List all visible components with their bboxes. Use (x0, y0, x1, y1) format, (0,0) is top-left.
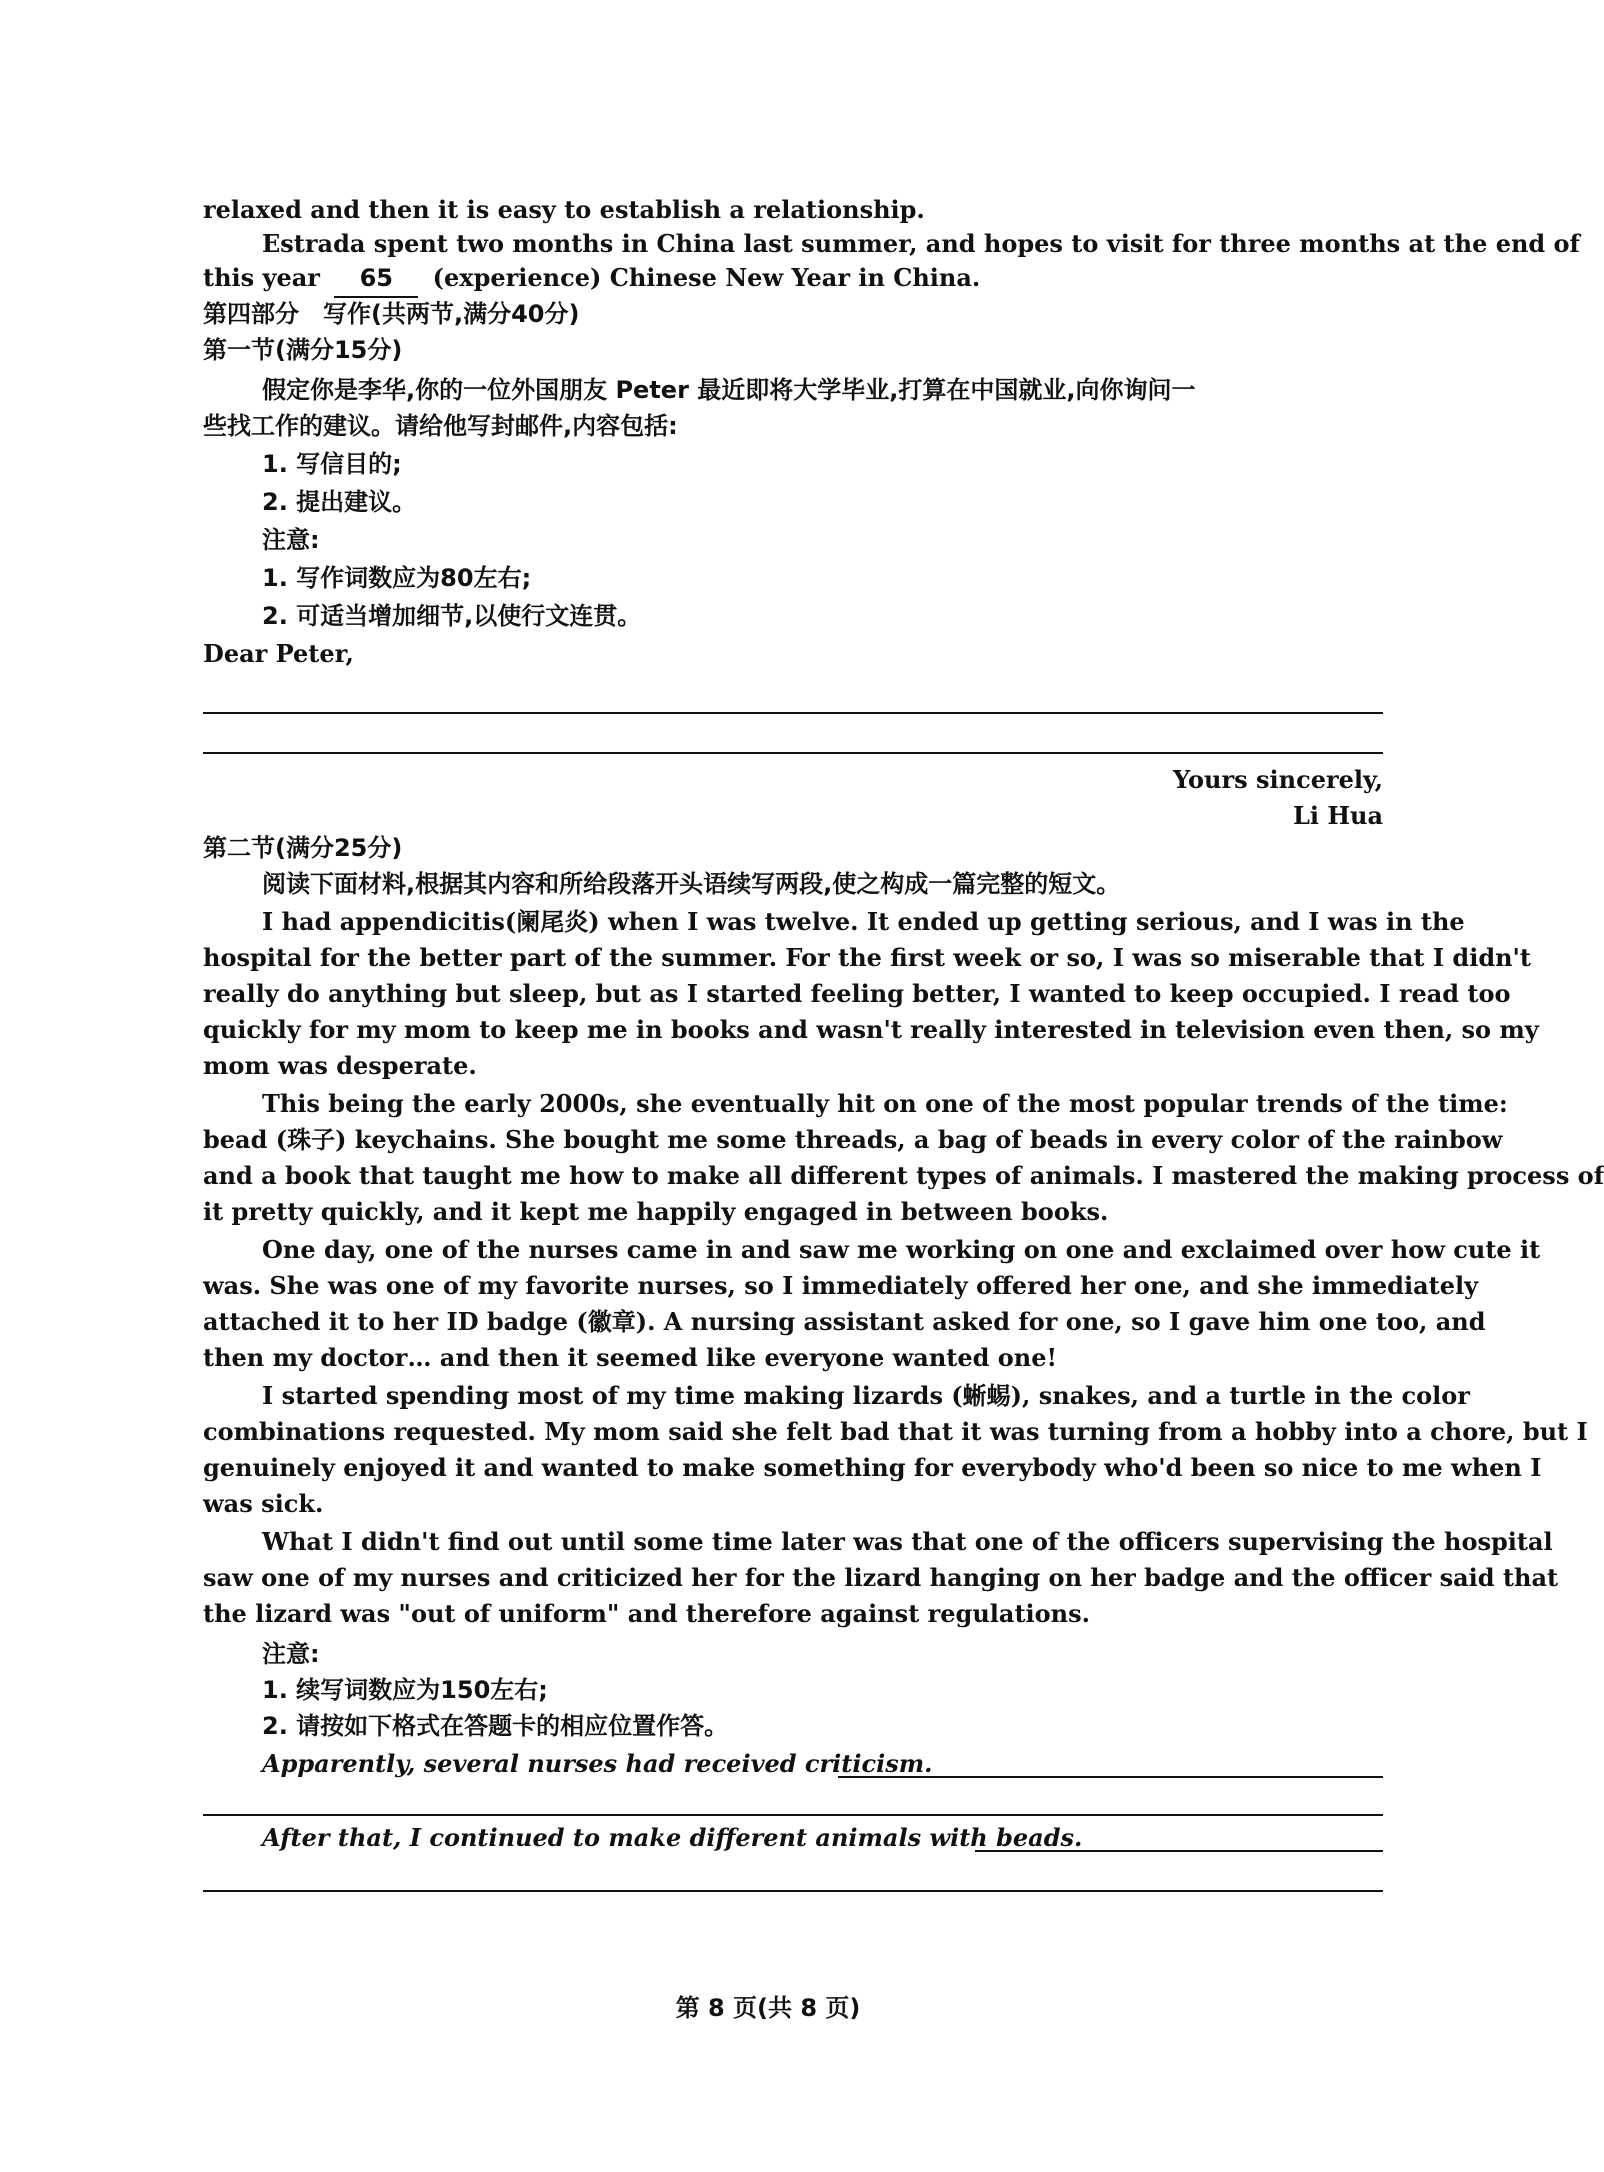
paragraph-start-2: After that, I continued to make different animals with beads. (262, 1823, 1083, 1852)
passage-line: was. She was one of my favorite nurses, so I immediately offered her one, and she immediately (203, 1271, 1479, 1300)
list-item: 1. 写信目的; (262, 450, 402, 478)
passage-line: One day, one of the nurses came in and saw me working on one and exclaimed over how cute it (262, 1235, 1541, 1264)
answer-line (838, 1776, 1383, 1778)
part-title: 第四部分 写作(共两节,满分40分) (203, 300, 580, 328)
answer-line (203, 752, 1383, 754)
passage-line: What I didn't find out until some time later was that one of the officers supervising the hospital (262, 1527, 1553, 1556)
passage-line: mom was desperate. (203, 1051, 477, 1080)
passage-line: bead (珠子) keychains. She bought me some threads, a bag of beads in every color of the rainbow (203, 1125, 1503, 1154)
answer-line (203, 1814, 1383, 1816)
section-title: 第二节(满分25分) (203, 834, 403, 862)
passage-line: quickly for my mom to keep me in books and wasn't really interested in television even then, so my (203, 1015, 1539, 1044)
note-item: 2. 请按如下格式在答题卡的相应位置作答。 (262, 1712, 729, 1740)
page-number: 第 8 页(共 8 页) (675, 1994, 861, 2022)
note-item: 2. 可适当增加细节,以使行文连贯。 (262, 602, 642, 630)
passage-line: really do anything but sleep, but as I started feeling better, I wanted to keep occupied. I read too (203, 979, 1511, 1008)
passage-line: This being the early 2000s, she eventually hit on one of the most popular trends of the time: (262, 1089, 1508, 1118)
note-item: 1. 续写词数应为150左右; (262, 1676, 548, 1704)
answer-line (975, 1850, 1383, 1852)
instruction: 阅读下面材料,根据其内容和所给段落开头语续写两段,使之构成一篇完整的短文。 (262, 870, 1121, 898)
answer-line (203, 1890, 1383, 1892)
passage-line: hospital for the better part of the summer. For the first week or so, I was so miserable that I didn't (203, 943, 1531, 972)
answer-line (203, 712, 1383, 714)
prompt-line: 假定你是李华,你的一位外国朋友 Peter 最近即将大学毕业,打算在中国就业,向你询问一 (262, 376, 1196, 404)
passage-line: saw one of my nurses and criticized her for the lizard hanging on her badge and the officer said that (203, 1563, 1559, 1592)
passage-line: it pretty quickly, and it kept me happily engaged in between books. (203, 1197, 1109, 1226)
note-label: 注意: (262, 1640, 320, 1668)
paragraph-start-1: Apparently, several nurses had received criticism. (262, 1749, 933, 1778)
list-item: 2. 提出建议。 (262, 488, 417, 516)
text-line: Estrada spent two months in China last summer, and hopes to visit for three months at the end of (262, 229, 1580, 258)
section-title: 第一节(满分15分) (203, 336, 403, 364)
passage-line: and a book that taught me how to make all different types of animals. I mastered the making process of (203, 1161, 1604, 1190)
passage-line: the lizard was "out of uniform" and therefore against regulations. (203, 1599, 1090, 1628)
fill-blank-line (203, 260, 1383, 298)
text-line: relaxed and then it is easy to establish a relationship. (203, 195, 925, 224)
note-item: 1. 写作词数应为80左右; (262, 564, 532, 592)
passage-line: genuinely enjoyed it and wanted to make something for everybody who'd been so nice to me when I (203, 1453, 1542, 1482)
note-label: 注意: (262, 526, 320, 554)
closing: Yours sincerely, (1172, 765, 1383, 794)
text-fragment: this year (203, 263, 320, 292)
passage-line: attached it to her ID badge (徽章). A nursing assistant asked for one, so I gave him one too, and (203, 1307, 1486, 1336)
passage-line: was sick. (203, 1489, 324, 1518)
text-fragment: (experience) Chinese New Year in China. (432, 263, 981, 292)
blank-65: 65 (334, 260, 418, 298)
passage-line: I had appendicitis(阑尾炎) when I was twelve. It ended up getting serious, and I was in the (262, 907, 1465, 936)
signature: Li Hua (1292, 801, 1383, 830)
salutation: Dear Peter, (203, 639, 354, 668)
prompt-line: 些找工作的建议。请给他写封邮件,内容包括: (203, 412, 678, 440)
passage-line: combinations requested. My mom said she felt bad that it was turning from a hobby into a chore, but I (203, 1417, 1588, 1446)
passage-line: I started spending most of my time making lizards (蜥蜴), snakes, and a turtle in the color (262, 1381, 1470, 1410)
passage-line: then my doctor… and then it seemed like everyone wanted one! (203, 1343, 1058, 1372)
